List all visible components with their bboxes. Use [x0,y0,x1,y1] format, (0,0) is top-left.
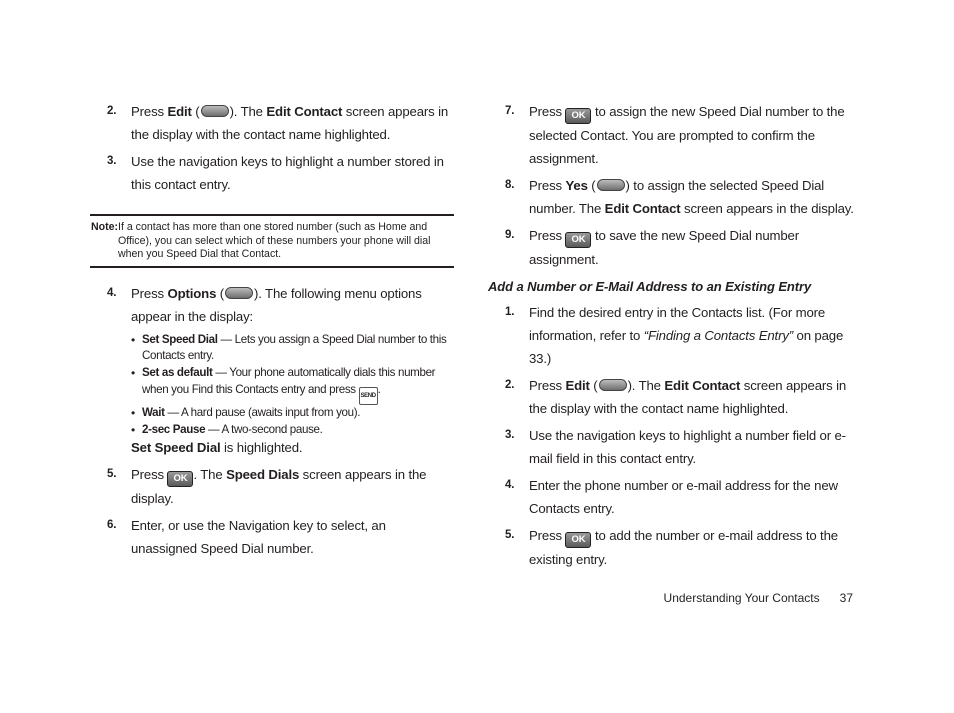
note-label: Note: [91,221,119,233]
step-number: 5. [505,529,515,541]
right-column [488,100,854,575]
step-text: Press [131,104,168,119]
list-item [131,365,454,405]
step-text: Press [131,285,168,301]
section-step-5 [488,524,854,571]
page-number: 37 [839,591,853,605]
edit-contact-label: Edit Contact [604,201,681,216]
step-number: 4. [107,286,117,299]
step-text: ( [587,178,596,193]
step-number: 7. [505,105,515,117]
step-number: 6. [107,519,117,532]
list-item [131,422,454,439]
page-footer [664,588,853,608]
step-text: Enter the phone number or e-mail address for the new Contacts entry. [529,478,838,516]
step-4-options [90,282,454,328]
section-step-3 [488,424,854,470]
options-list [131,332,454,439]
speed-dials-label: Speed Dials [226,467,300,483]
note-box [90,214,454,268]
step-number: 4. [505,479,515,491]
footer-section-title: Understanding Your Contacts [663,591,820,605]
step-text: to save the new Speed Dial number assignment. [529,228,799,267]
send-key-icon: SEND [359,387,378,405]
step-text: on page 33.) [529,328,844,366]
step-number: 3. [505,429,515,441]
edit-contact-label: Edit Contact [664,378,741,393]
step-number: 2. [505,379,515,391]
edit-contact-label: Edit Contact [266,104,343,119]
step-text: to add the number or e-mail address to the existing entry. [529,528,838,567]
step-text: screen appears in the display with the contact name highlighted. [529,378,847,416]
step-text: Press [529,378,566,393]
option-desc: . [377,382,381,396]
step-text: Use the navigation keys to highlight a number field or e-mail field in this contact entry. [529,428,846,466]
option-desc: — Lets you assign a Speed Dial number to this Contacts entry. [142,332,447,363]
option-desc: — A hard pause (awaits input from you). [164,405,361,419]
step-text: ( [216,285,225,301]
step-text: ( [589,378,598,393]
step-text: . The [193,467,227,483]
set-speed-dial-label: Set Speed Dial [131,440,221,456]
step-text: Press [529,104,566,119]
option-desc: — A two-second pause. [205,422,323,436]
step-number: 8. [505,179,515,191]
step-number: 9. [505,229,515,241]
step-text: is highlighted. [220,440,303,456]
yes-label: Yes [565,178,588,193]
edit-label: Edit [565,378,590,393]
option-term: 2-sec Pause [142,422,206,436]
step-text: ( [191,104,200,119]
option-desc: — Your phone automatically dials this number when you Find this Contacts entry and press [142,366,436,396]
step-text: Find the desired entry in the Contacts list. (For more information, refer to [529,305,826,343]
step-text: screen appears in the display with the contact name highlighted. [131,104,449,142]
step-text: Press [529,178,566,193]
step-5-ok [90,463,454,510]
step-number: 2. [107,105,117,117]
left-soft-key-icon [599,379,627,391]
step-text: to assign the new Speed Dial number to the selected Contact. You are prompted to confirm the assignment. [529,104,845,166]
section-step-4 [488,474,854,520]
ok-key-icon: OK [565,108,591,124]
section-step-2 [488,374,854,420]
list-item [131,405,454,422]
step-text: Use the navigation keys to highlight a number stored in this contact entry. [131,154,444,192]
step-number: 5. [107,468,117,481]
cross-reference-link: “Finding a Contacts Entry” [643,328,794,343]
step-text: ). The [627,378,665,393]
left-soft-key-icon [597,179,625,191]
step-number: 1. [505,306,515,318]
option-term: Wait [142,405,165,419]
step-3-highlight [90,150,454,196]
step-7-assign [488,100,854,170]
step-text: Press [529,228,566,243]
list-item [131,332,454,366]
note-text: If a contact has more than one stored number (such as Home and Office), you can select which of these numbers your phone will dial when you Speed Dial that Contact. [118,221,431,260]
step-8-yes [488,174,854,220]
step-9-save [488,224,854,271]
step-6-enter [90,514,454,560]
step-number: 3. [107,155,117,167]
option-term: Set as default [142,366,213,380]
step-text: ). The [229,104,267,119]
right-soft-key-icon [225,287,253,299]
step-text: ). The following menu options appear in the display: [131,285,422,324]
highlight-note [131,436,454,459]
step-text: Press [131,467,168,483]
ok-key-icon: OK [167,471,193,487]
step-text: screen appears in the display. [131,467,427,507]
option-term: Set Speed Dial [142,332,218,346]
ok-key-icon: OK [565,532,591,548]
step-text: Press [529,528,566,543]
step-text: screen appears in the display. [680,201,854,216]
step-text: ) to assign the selected Speed Dial number. The [529,178,825,216]
section-heading: Add a Number or E-Mail Address to an Existing Entry [488,279,812,294]
left-soft-key-icon [201,105,229,117]
ok-key-icon: OK [565,232,591,248]
section-step-1 [488,301,854,370]
step-text: Enter, or use the Navigation key to select, an unassigned Speed Dial number. [131,518,386,557]
options-label: Options [167,285,217,301]
edit-label: Edit [167,104,192,119]
step-2-edit [90,100,454,146]
left-column [90,100,454,564]
